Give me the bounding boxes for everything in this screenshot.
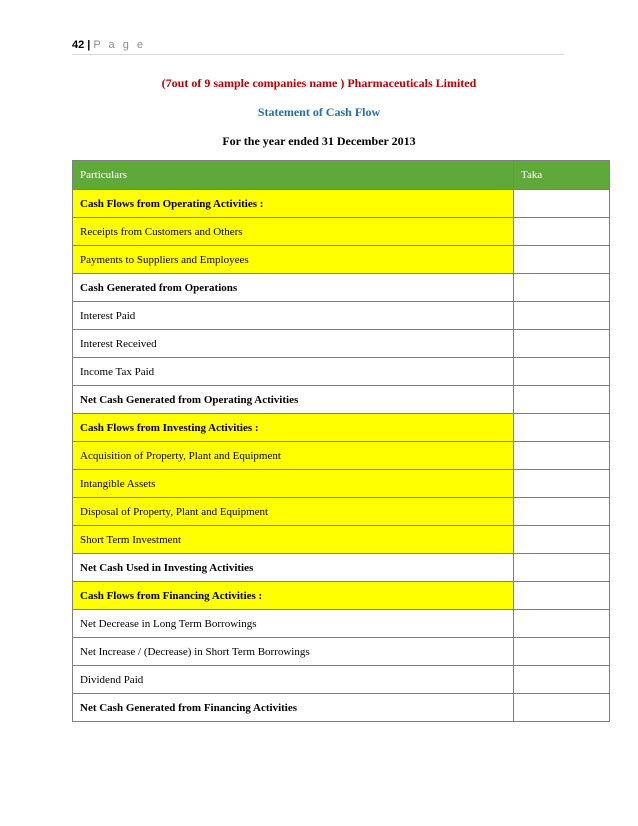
row-label: Cash Flows from Operating Activities :: [73, 190, 514, 218]
row-value: [514, 274, 610, 302]
row-label: Short Term Investment: [73, 526, 514, 554]
row-label: Acquisition of Property, Plant and Equipment: [73, 442, 514, 470]
table-row: [73, 246, 610, 274]
row-label: Cash Flows from Investing Activities :: [73, 414, 514, 442]
row-value: [514, 414, 610, 442]
row-value: [514, 330, 610, 358]
table-row: [73, 610, 610, 638]
row-value: [514, 582, 610, 610]
column-header-particulars: Particulars: [73, 161, 514, 190]
table-row: [73, 638, 610, 666]
statement-title: Statement of Cash Flow: [257, 105, 381, 119]
table-row: [73, 470, 610, 498]
table-row: [73, 330, 610, 358]
page-header: [72, 38, 564, 55]
row-value: [514, 190, 610, 218]
row-value: [514, 470, 610, 498]
company-title: (7out of 9 sample companies name ) Pharmaceuticals Limited: [161, 76, 477, 90]
total-row: [73, 554, 610, 582]
table-header-row: [73, 161, 610, 190]
row-value: [514, 442, 610, 470]
table-row: [73, 498, 610, 526]
table-row: [73, 666, 610, 694]
row-label: Income Tax Paid: [73, 358, 514, 386]
row-label: Cash Flows from Financing Activities :: [73, 582, 514, 610]
row-value: [514, 638, 610, 666]
row-value: [514, 526, 610, 554]
section-heading-row: [73, 190, 610, 218]
cash-flow-table: [72, 160, 610, 722]
table-row: [73, 358, 610, 386]
row-value: [514, 694, 610, 722]
row-value: [514, 302, 610, 330]
total-row: [73, 694, 610, 722]
table-row: [73, 218, 610, 246]
table-row: [73, 302, 610, 330]
row-label: Net Cash Generated from Financing Activities: [73, 694, 514, 722]
total-row: [73, 386, 610, 414]
row-value: [514, 358, 610, 386]
page-label: P a g e: [93, 39, 146, 51]
row-label: Dividend Paid: [73, 666, 514, 694]
row-label: Receipts from Customers and Others: [73, 218, 514, 246]
row-value: [514, 610, 610, 638]
section-heading-row: [73, 414, 610, 442]
row-label: Cash Generated from Operations: [73, 274, 514, 302]
column-header-taka: Taka: [514, 161, 610, 190]
row-value: [514, 246, 610, 274]
row-label: Interest Received: [73, 330, 514, 358]
table-row: [73, 442, 610, 470]
table-row: [73, 526, 610, 554]
page-number: 42: [72, 39, 85, 51]
page-separator: |: [87, 39, 91, 51]
row-value: [514, 386, 610, 414]
row-value: [514, 218, 610, 246]
row-label: Interest Paid: [73, 302, 514, 330]
row-label: Intangible Assets: [73, 470, 514, 498]
row-label: Net Decrease in Long Term Borrowings: [73, 610, 514, 638]
row-label: Net Increase / (Decrease) in Short Term Borrowings: [73, 638, 514, 666]
row-label: Disposal of Property, Plant and Equipment: [73, 498, 514, 526]
section-heading-row: [73, 582, 610, 610]
subtotal-row: [73, 274, 610, 302]
row-value: [514, 666, 610, 694]
row-label: Payments to Suppliers and Employees: [73, 246, 514, 274]
row-value: [514, 554, 610, 582]
period-title: For the year ended 31 December 2013: [222, 134, 416, 148]
row-label: Net Cash Generated from Operating Activities: [73, 386, 514, 414]
row-value: [514, 498, 610, 526]
row-label: Net Cash Used in Investing Activities: [73, 554, 514, 582]
